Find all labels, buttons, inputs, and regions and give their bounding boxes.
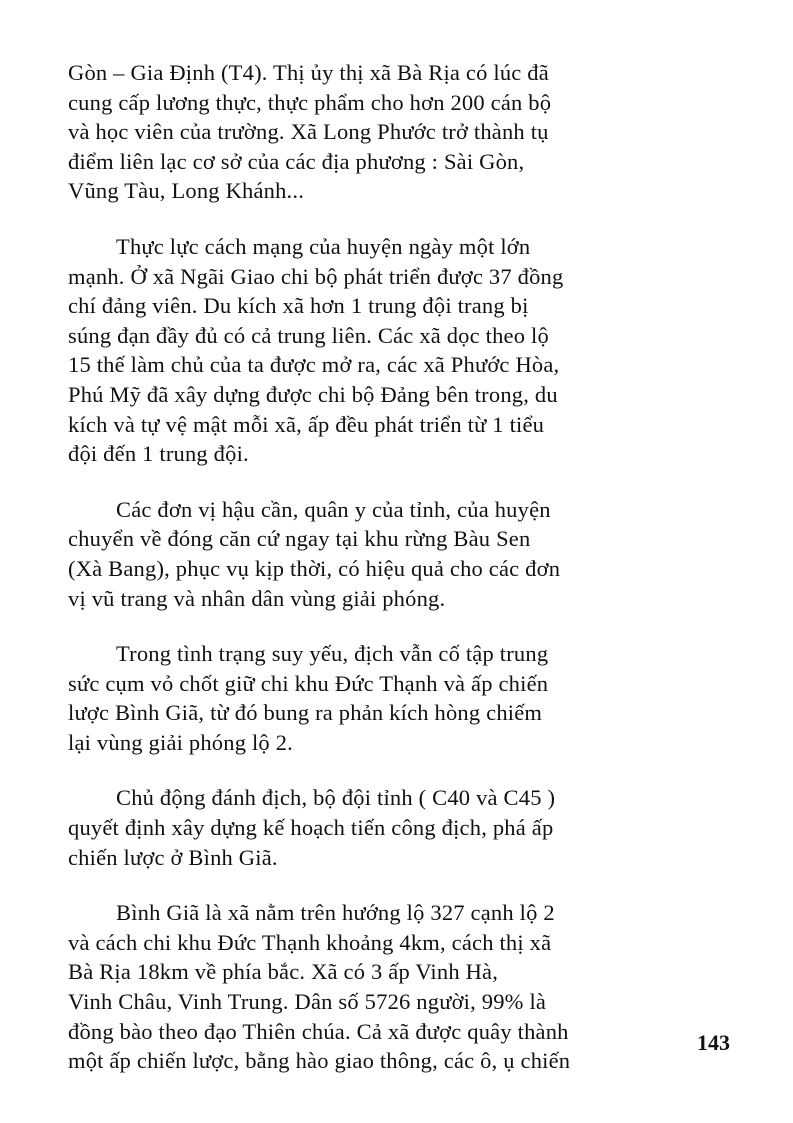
text-line: Chủ động đánh địch, bộ đội tỉnh ( C40 và C45 )	[116, 785, 556, 811]
text-line: Bà Rịa 18km về phía bắc. Xã có 3 ấp Vinh Hà,	[68, 959, 499, 985]
text-line: Phú Mỹ đã xây dựng được chi bộ Đảng bên trong, du	[68, 381, 558, 407]
text-line: cung cấp lương thực, thực phẩm cho hơn 200 cán bộ	[68, 89, 552, 115]
text-line: kích và tự vệ mật mỗi xã, ấp đều phát triển từ 1 tiểu	[68, 411, 545, 437]
text-line: vị vũ trang và nhân dân vùng giải phóng.	[68, 585, 446, 611]
paragraph-6	[68, 898, 726, 1076]
text-line: 15 thế làm chủ của ta được mở ra, các xã Phước Hòa,	[68, 352, 560, 378]
text-line: Gòn – Gia Định (T4). Thị ủy thị xã Bà Rịa có lúc đã	[68, 60, 549, 85]
text-line: Trong tình trạng suy yếu, địch vẫn cố tập trung	[116, 641, 549, 667]
text-line: Thực lực cách mạng của huyện ngày một lớn	[116, 233, 531, 259]
paragraph-3	[68, 495, 726, 613]
text-line: Vũng Tàu, Long Khánh...	[68, 178, 305, 204]
text-line: mạnh. Ở xã Ngãi Giao chi bộ phát triển được 37 đồng	[68, 263, 564, 289]
text-line: một ấp chiến lược, bằng hào giao thông, các ô, ụ chiến	[68, 1048, 571, 1074]
text-line: chiến lược ở Bình Giã.	[68, 844, 278, 870]
text-line: (Xà Bang), phục vụ kịp thời, có hiệu quả cho các đơn	[68, 555, 561, 581]
page-number: 143	[697, 1030, 730, 1055]
text-line: điểm liên lạc cơ sở của các địa phương : Sài Gòn,	[68, 148, 525, 174]
text-line: súng đạn đầy đủ có cả trung liên. Các xã dọc theo lộ	[68, 322, 549, 348]
text-line: Bình Giã là xã nằm trên hướng lộ 327 cạnh lộ 2	[116, 900, 555, 926]
text-line: chuyển về đóng căn cứ ngay tại khu rừng Bàu Sen	[68, 526, 531, 552]
body-text	[68, 58, 726, 1102]
text-line: chí đảng viên. Du kích xã hơn 1 trung đội trang bị	[68, 293, 529, 319]
paragraph-1	[68, 58, 726, 206]
text-line: lại vùng giải phóng lộ 2.	[68, 729, 293, 755]
text-line: và học viên của trường. Xã Long Phước trở thành tụ	[68, 119, 549, 145]
paragraph-2	[68, 232, 726, 469]
text-line: lược Bình Giã, từ đó bung ra phản kích hòng chiếm	[68, 700, 543, 726]
text-line: quyết định xây dựng kế hoạch tiến công địch, phá ấp	[68, 815, 554, 841]
text-line: Các đơn vị hậu cần, quân y của tỉnh, của huyện	[116, 496, 551, 522]
text-line: sức cụm vỏ chốt giữ chi khu Đức Thạnh và ấp chiến	[68, 670, 549, 696]
paragraph-4	[68, 639, 726, 757]
text-line: Vinh Châu, Vinh Trung. Dân số 5726 người, 99% là	[68, 989, 547, 1015]
text-line: đội đến 1 trung đội.	[68, 441, 249, 467]
text-line: đồng bào theo đạo Thiên chúa. Cả xã được quây thành	[68, 1018, 569, 1044]
paragraph-5	[68, 783, 726, 872]
text-line: và cách chi khu Đức Thạnh khoảng 4km, cách thị xã	[68, 929, 552, 955]
